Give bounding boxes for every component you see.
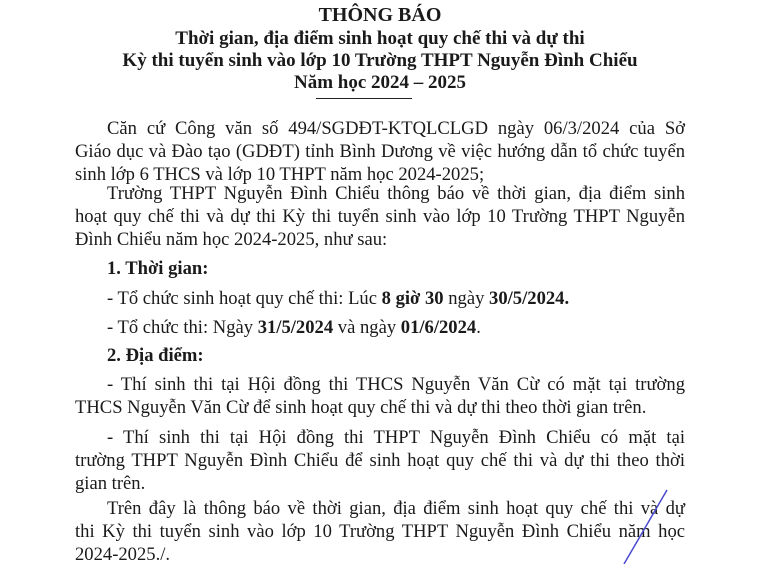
document-subtitle: Thời gian, địa điểm sinh hoạt quy chế thi và dự thi (175, 28, 585, 49)
text: - Tổ chức sinh hoạt quy chế thi: Lúc (107, 288, 382, 309)
paragraph-line: Trường THPT Nguyễn Đình Chiểu thông báo về thời gian, địa điểm sinh (107, 183, 685, 204)
document-subtitle: Năm học 2024 – 2025 (293, 72, 467, 93)
paragraph-line: - Thí sinh thi tại Hội đồng thi THCS Nguyễn Văn Cừ có mặt tại trường (107, 374, 685, 395)
text: . (476, 317, 481, 338)
paragraph-line: Căn cứ Công văn số 494/SGDĐT-KTQLCLGD ngày 06/3/2024 của Sở (107, 118, 685, 139)
date: 31/5/2024 (257, 317, 334, 338)
section-heading: 2. Địa điểm: (107, 345, 204, 366)
text: ngày (443, 288, 490, 309)
document-subtitle: Kỳ thi tuyển sinh vào lớp 10 Trường THPT Nguyễn Đình Chiểu (122, 50, 638, 71)
paragraph-line: hoạt quy chế thi và dự thi Kỳ thi tuyển sinh vào lớp 10 Trường THPT Nguyễn (75, 206, 685, 227)
paragraph-line: thi Kỳ thi tuyển sinh vào lớp 10 Trường THPT Nguyễn Đình Chiểu năm học (75, 521, 685, 542)
paragraph-line: Trên đây là thông báo về thời gian, địa điểm sinh hoạt quy chế thi và dự (107, 498, 685, 519)
date: 30/5/2024. (489, 288, 570, 309)
paragraph-line: sinh lớp 6 THCS và lớp 10 THPT năm học 2024-2025; (75, 164, 485, 185)
text: - Tổ chức thi: Ngày (107, 317, 258, 338)
paragraph-line: 2024-2025./. (75, 544, 171, 565)
paragraph-line: - Thí sinh thi tại Hội đồng thi THPT Nguyễn Đình Chiểu có mặt tại (107, 427, 685, 448)
paragraph-line: gian trên. (75, 473, 146, 494)
time: 8 giờ 30 (381, 288, 444, 309)
section-heading: 1. Thời gian: (107, 258, 209, 279)
paragraph-line: Giáo dục và Đào tạo (GDĐT) tỉnh Bình Dương về việc hướng dẫn tổ chức tuyển (75, 141, 685, 162)
document-title: THÔNG BÁO (318, 4, 442, 26)
text: và ngày (333, 317, 401, 338)
paragraph-line: THCS Nguyễn Văn Cừ để sinh hoạt quy chế thi và dự thi theo thời gian trên. (75, 397, 647, 418)
paragraph-line: trường THPT Nguyễn Đình Chiểu để sinh hoạt quy chế thi và dự thi theo thời (75, 450, 685, 471)
date: 01/6/2024 (400, 317, 477, 338)
paragraph-line: Đình Chiểu năm học 2024-2025, như sau: (75, 229, 388, 250)
